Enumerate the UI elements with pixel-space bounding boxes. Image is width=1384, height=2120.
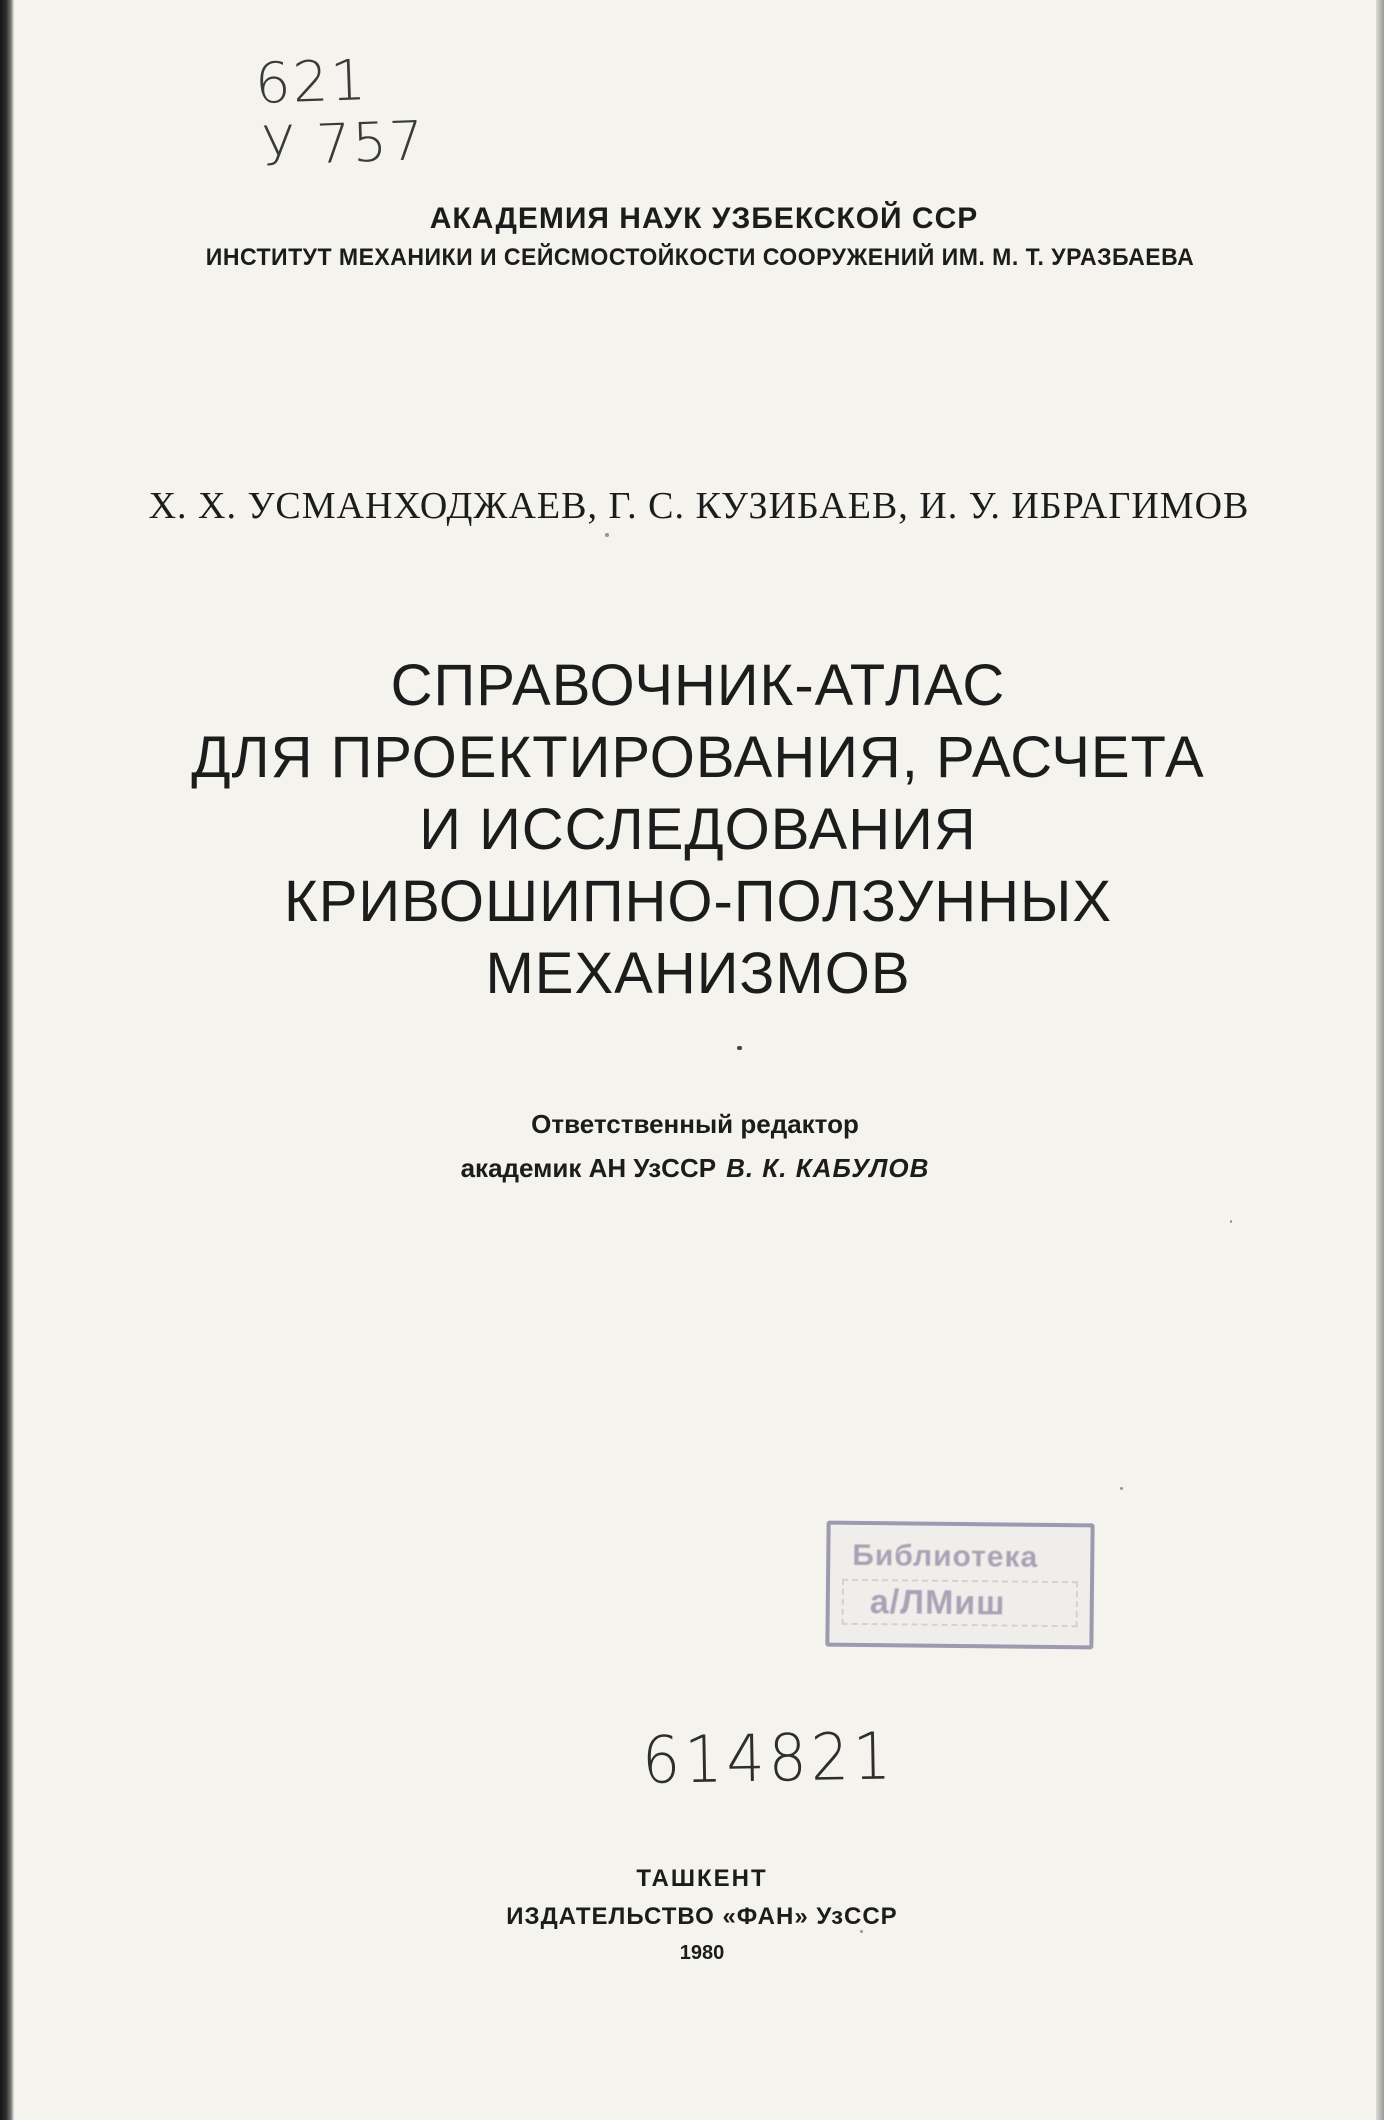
- editor-block: [0, 1102, 1384, 1190]
- stamp-text-line2: а/ЛМиш: [869, 1583, 1006, 1623]
- title-line: СПРАВОЧНИК-АТЛАС: [390, 653, 1006, 718]
- institute-name: ИНСТИТУТ МЕХАНИКИ И СЕЙСМОСТОЙКОСТИ СООРУЖЕНИЙ ИМ. М. Т. УРАЗБАЕВА: [205, 244, 1195, 271]
- call-number-line2: У 757: [260, 109, 427, 178]
- paper-speck: [1230, 1220, 1232, 1223]
- imprint-year: 1980: [679, 1942, 725, 1964]
- editor-role: Ответственный редактор: [531, 1109, 859, 1139]
- editor-rank: академик АН УзССР: [460, 1153, 717, 1183]
- authors-line: Х. Х. УСМАНХОДЖАЕВ, Г. С. КУЗИБАЕВ, И. У. ИБРАГИМОВ: [148, 485, 1250, 527]
- imprint-block: [0, 1860, 1384, 1970]
- ink-dot: [737, 1046, 742, 1050]
- title-line: КРИВОШИПНО-ПОЛЗУННЫХ: [283, 869, 1113, 934]
- call-number-line1: 621: [253, 48, 369, 117]
- imprint-publisher: ИЗДАТЕЛЬСТВО «ФАН» УзССР: [506, 1903, 898, 1930]
- paper-speck: [605, 533, 609, 537]
- imprint-city: ТАШКЕНТ: [636, 1865, 768, 1892]
- library-stamp: [825, 1521, 1094, 1650]
- stamp-text-line1: Библиотека: [852, 1538, 1039, 1574]
- book-title: [0, 650, 1384, 1010]
- paper-speck: [1120, 1487, 1123, 1490]
- title-line: МЕХАНИЗМОВ: [485, 941, 911, 1006]
- accession-number: 614821: [641, 1718, 896, 1800]
- paper-speck: [860, 1930, 863, 1933]
- academy-name: АКАДЕМИЯ НАУК УЗБЕКСКОЙ ССР: [429, 202, 979, 235]
- title-line: И ИССЛЕДОВАНИЯ: [419, 797, 977, 862]
- scan-left-edge: [0, 0, 14, 2120]
- editor-credit: [6, 1146, 1384, 1190]
- scan-right-edge: [1376, 0, 1384, 2120]
- title-line: ДЛЯ ПРОЕКТИРОВАНИЯ, РАСЧЕТА: [191, 725, 1205, 790]
- editor-name: В. К. КАБУЛОВ: [726, 1153, 930, 1183]
